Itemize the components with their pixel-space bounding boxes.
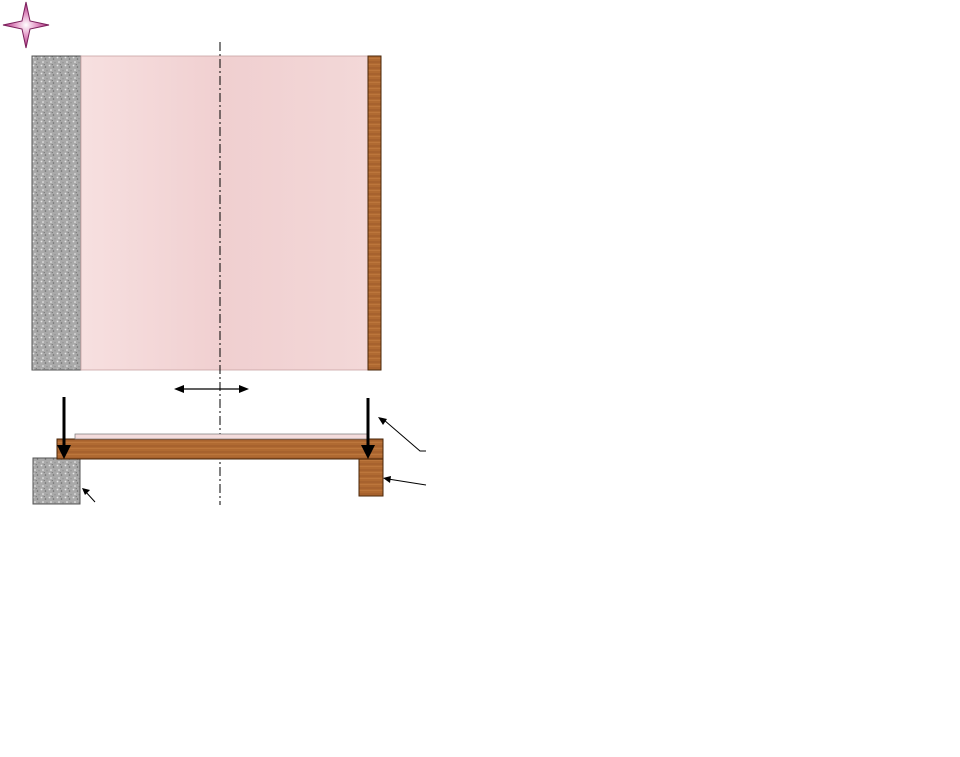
leader-poutre-head xyxy=(383,476,391,483)
leader-plancher xyxy=(384,420,426,451)
leader-plancher-head xyxy=(378,417,387,425)
plan-floor xyxy=(81,56,368,370)
section-floor-layer xyxy=(75,434,367,439)
plan-beam xyxy=(368,56,381,370)
section-wall xyxy=(33,458,80,504)
description-block xyxy=(398,25,406,152)
star-icon xyxy=(3,2,49,48)
section-joist xyxy=(57,439,383,459)
span-arrow-right-head xyxy=(239,385,249,393)
span-arrow-left-head xyxy=(174,385,184,393)
section-beam xyxy=(359,458,383,496)
plan-wall xyxy=(32,56,81,370)
leader-poutre xyxy=(388,479,426,485)
leader-mur-head xyxy=(82,488,90,495)
